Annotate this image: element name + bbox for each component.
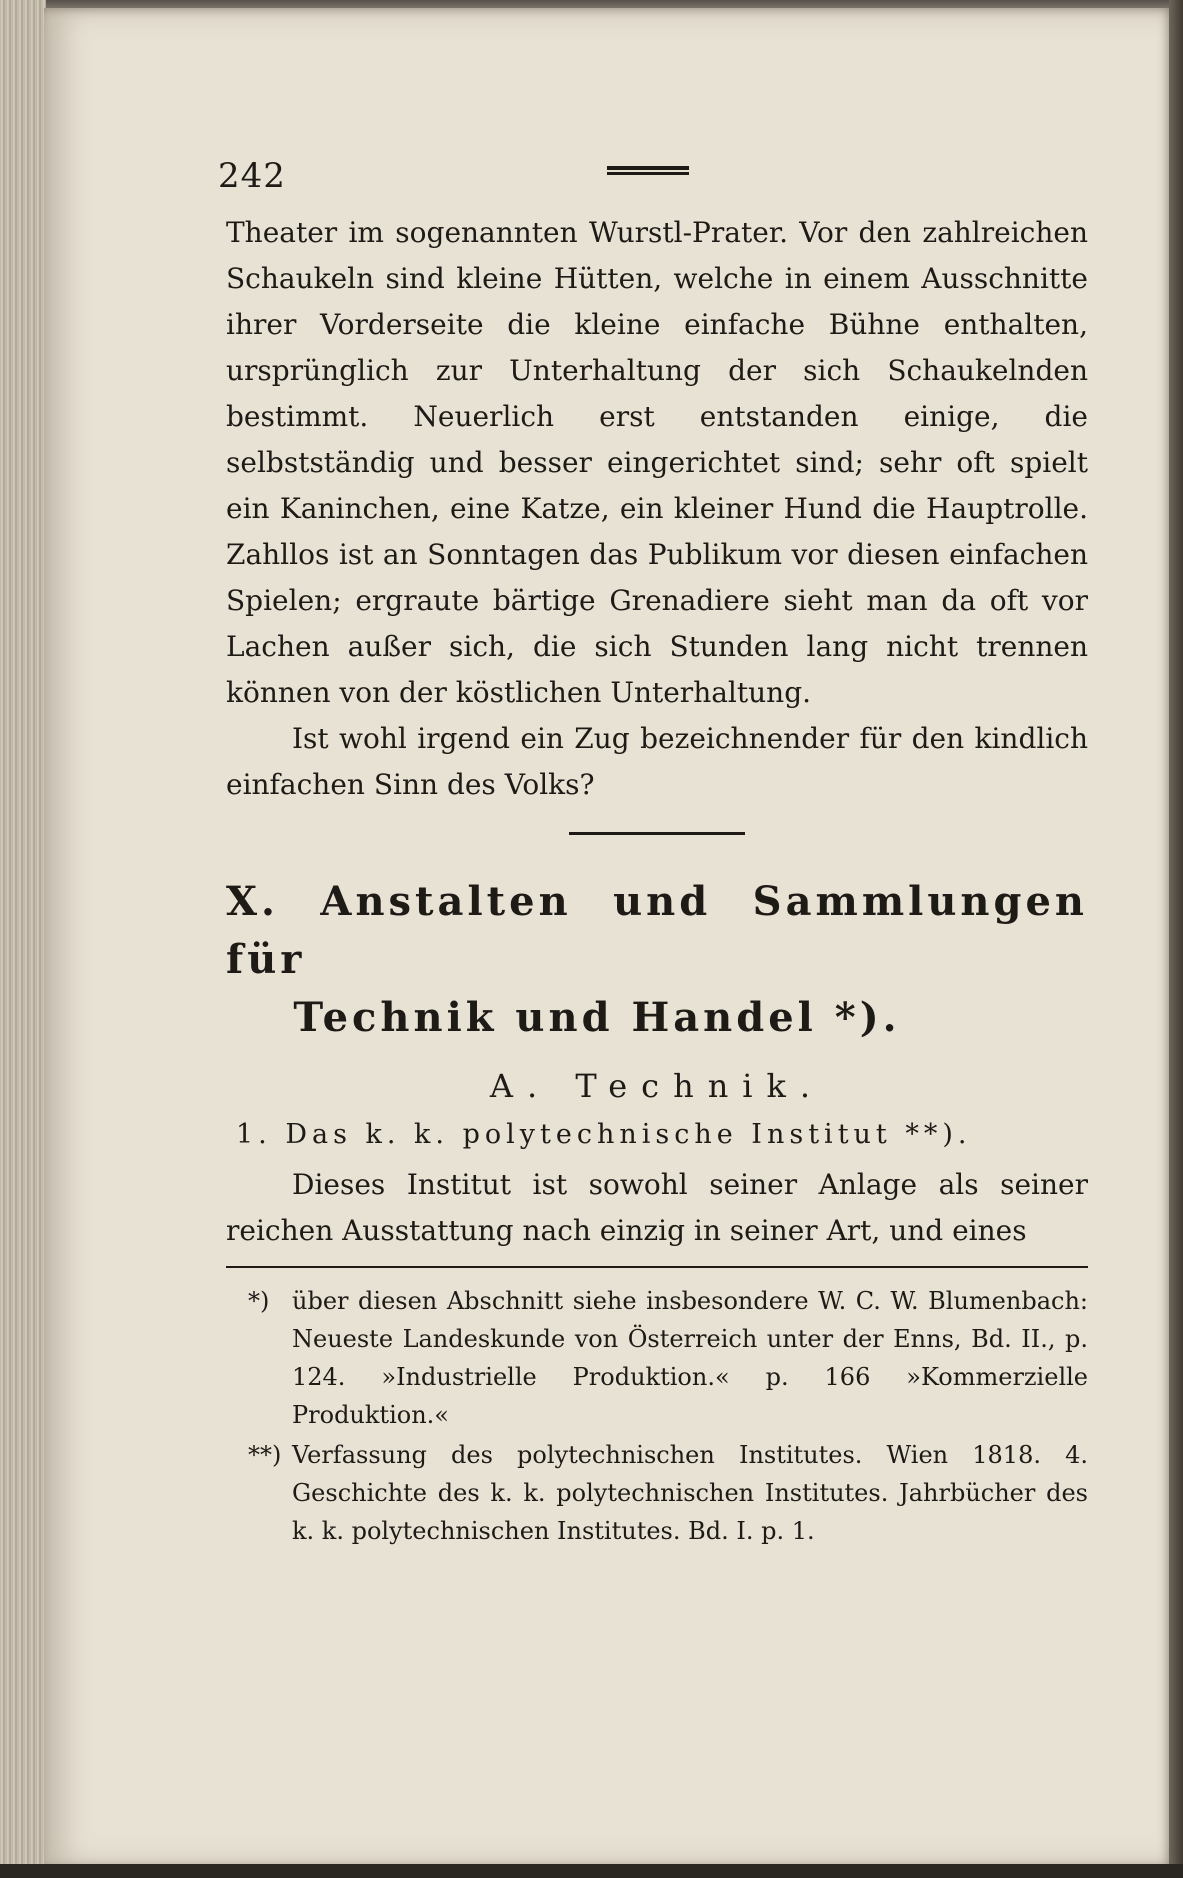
footnote-mark: **) [248, 1441, 282, 1469]
item-paragraph: Dieses Institut ist sowohl seiner Anlage als seiner reichen Ausstattung nach einzig in seiner Art, und eines [226, 1168, 1088, 1247]
section-heading [226, 873, 1088, 1047]
footnote-2 [226, 1436, 1088, 1550]
page-stack-edge [0, 0, 46, 1878]
section-divider [569, 832, 745, 835]
page-number: 242 [218, 156, 286, 196]
footnote-text: Verfassung des polytechnischen Institutes. Wien 1818. 4. Geschichte des k. k. polytechnischen Institutes. Jahrbücher des k. k. polytechnischen Institutes. Bd. I. p. 1. [292, 1441, 1088, 1545]
footnote-mark: *) [248, 1287, 270, 1315]
book-right-edge [1169, 0, 1183, 1878]
item-title: 1. Das k. k. polytechnische Institut **). [236, 1119, 972, 1150]
book-bottom-edge [0, 1864, 1183, 1878]
section-heading-line-1: X. Anstalten und Sammlungen für [226, 878, 1088, 983]
paragraph-continued: Theater im sogenannten Wurstl-Prater. Vor den zahlreichen Schaukeln sind kleine Hütten, welche in einem Ausschnitte ihrer Vorderseite die kleine einfache Bühne enthalten, ursprünglich zur Unterhaltung der sich Schaukelnden bestimmt. Neuerlich erst entstanden einige, die selbstständig und besser eingerichtet sind; sehr oft spielt ein Kaninchen, eine Katze, ein kleiner Hund die Hauptrolle. Zahllos ist an Sonntagen das Publikum vor diesen einfachen Spielen; ergraute bärtige Grenadiere sieht man da oft vor Lachen außer sich, die sich Stunden lang nicht trennen können von der köstlichen Unterhaltung. [226, 216, 1088, 709]
item-body [226, 1162, 1088, 1254]
footnote-1 [226, 1282, 1088, 1434]
subsection-heading: A. Technik. [489, 1067, 825, 1105]
page-content [218, 150, 1088, 1552]
footnote-rule [226, 1266, 1088, 1268]
paragraph-question: Ist wohl irgend ein Zug bezeichnender für den kindlich einfachen Sinn des Volks? [226, 722, 1088, 801]
footnote-text: über diesen Abschnitt siehe insbesondere W. C. W. Blumenbach: Neueste Landeskunde von Österreich unter der Enns, Bd. II., p. 124. »Industrielle Produktion.« p. 166 »Kommerzielle Produktion.« [292, 1287, 1088, 1429]
body-text [226, 210, 1088, 808]
footnotes [226, 1282, 1088, 1550]
header-rule [607, 166, 689, 175]
section-heading-line-2: Technik und Handel *). [293, 994, 901, 1041]
running-header [218, 150, 1088, 210]
